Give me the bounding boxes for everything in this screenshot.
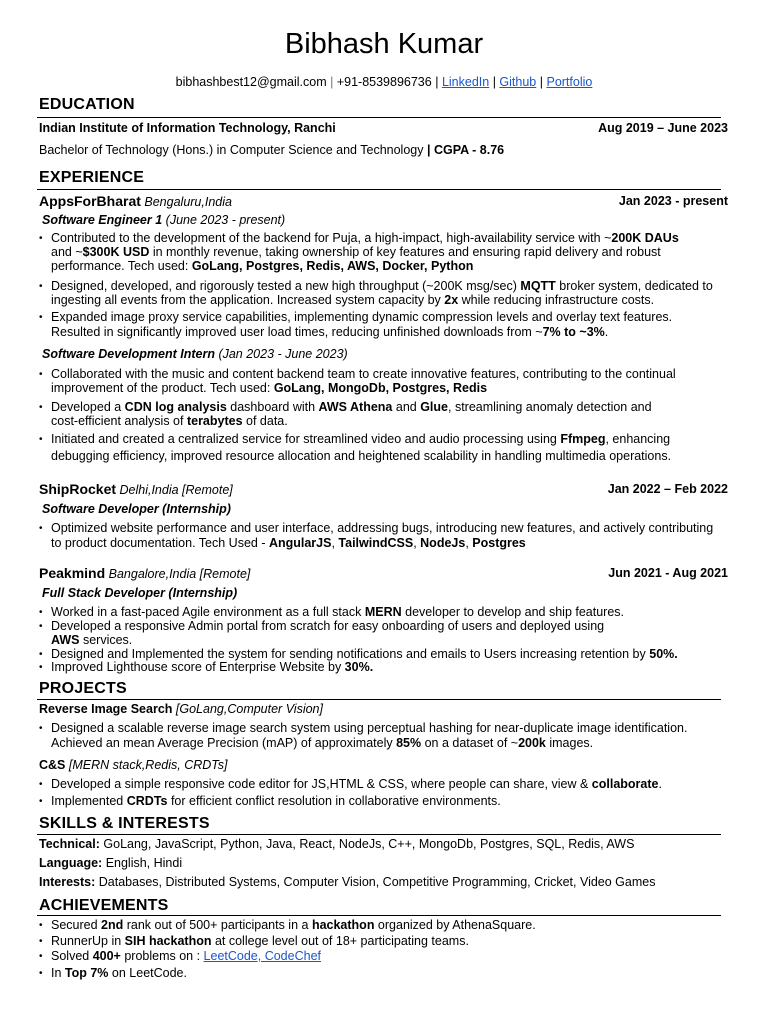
degree-line: Bachelor of Technology (Hons.) in Computer Science and Technology | CGPA - 8.76 xyxy=(39,143,505,157)
bullet-icon: • xyxy=(39,434,43,445)
resume-page: Bibhash Kumar bibhashbest12@gmail.com | +91-8539896736 | LinkedIn | Github | Portfolio EDUCATION Indian Institute of Information Technology, Ranchi Aug 2019 – June 2023 Bachelor of Technology (Hons.) in Computer Science and Technology | CGPA - 8.76 EXPERIENCE AppsForBharat Bengaluru,India Jan 2023 - present Software Engineer 1 (June 2023 - present) • Contributed to the development of the backend for Puja, a high-impact, high-availability service with ~200K DAUs and ~$300K USD in monthly revenue, taking ownership of key features and ensuring rapid delivery and robust performance. Tech used: GoLang, Postgres, Redis, AWS, Docker, Python • Designed, developed, and rigorously tested a new high throughput (~200K msg/sec) MQTT broker system, dedicated to ingesting all events from the application. Increased system capacity by 2x while reducing infrastructure costs. • Expanded image proxy service capabilities, implementing dynamic compression levels and overlay text features. Resulted in significantly improved user load times, reducing unfinished downloads from ~7% to ~3%. Software Development Intern (Jan 2023 - June 2023) • Collaborated with the music and content backend team to create innovative features, contributing to the continual improvement of the product. Tech used: GoLang, MongoDb, Postgres, Redis • Developed a CDN log analysis dashboard with AWS Athena and Glue, streamlining anomaly detection and cost-efficient analysis of terabytes of data. • Initiated and created a centralized service for streamlined video and audio processing using Ffmpeg, enhancing debugging efficiency, improved resource allocation and heightened scalability in handling multimedia operations. ShipRocket Delhi,India [Remote] Jan 2022 – Feb 2022 Software Developer (Internship) • Optimized website performance and user interface, addressing bugs, introducing new features, and actively contributing to product documentation. Tech Used - AngularJS, TailwindCSS, NodeJs, Postgres Peakmind Bangalore,India [Remote] Jun 2021 - Aug 2021 Full Stack Developer (Internship) • Worked in a fast-paced Agile environment as a full stack MERN developer to develop and ship features. • Developed a responsive Admin portal from scratch for easy onboarding of users and deployed using AWS services. • Designed and Implemented the system for sending notifications and emails to Users increasing retention by 50%. • Improved Lighthouse score of Enterprise Website by 30%. PROJECTS Reverse Image Search [GoLang,Computer Vision] • Designed a scalable reverse image search system using perceptual hashing for near-duplicate image identification. Achieved an mean Average Precision (mAP) of approximately 85% on a dataset of ~200k images. C&S [MERN stack,Redis, CRDTs] • Developed a simple responsive code editor for JS,HTML & CSS, where people can share, view & collaborate. • Implemented CRDTs for efficient conflict resolution in collaborative environments. SKILLS & INTERESTS Technical: GoLang, JavaScript, Python, Java, React, NodeJs, C++, MongoDb, Postgres, SQL, Redis, AWS Language: English, Hindi Interests: Databases, Distributed Systems, Computer Vision, Competitive Programming, Cricket, Video Games ACHIEVEMENTS • Secured 2nd rank out of 500+ participants in a hackathon organized by AthenaSquare. • RunnerUp in SIH hackathon at college level out of 18+ participating teams. • Solved 400+ problems on : LeetCode, CodeChef • In Top 7% on LeetCode. xyxy=(0,0,768,1024)
company-peakmind: Peakmind Bangalore,India [Remote] xyxy=(39,565,251,581)
experience-heading: EXPERIENCE xyxy=(39,169,145,186)
bullet-icon: • xyxy=(39,649,43,660)
company-appsforbharat: AppsForBharat Bengaluru,India xyxy=(39,193,232,209)
role-software-development-intern: Software Development Intern (Jan 2023 - June 2023) xyxy=(42,347,348,361)
bullet-icon: • xyxy=(39,621,43,632)
bullet-icon: • xyxy=(39,968,43,979)
bullet-icon: • xyxy=(39,723,43,734)
skills-heading: SKILLS & INTERESTS xyxy=(39,815,210,832)
company-shiprocket: ShipRocket Delhi,India [Remote] xyxy=(39,481,233,497)
bullet-icon: • xyxy=(39,281,43,292)
email-text: bibhashbest12@gmail.com xyxy=(175,75,327,89)
role-software-developer: Software Developer (Internship) xyxy=(42,502,231,516)
peakmind-dates: Jun 2021 - Aug 2021 xyxy=(608,566,728,580)
achievements-heading: ACHIEVEMENTS xyxy=(39,897,169,914)
section-divider xyxy=(37,117,721,118)
github-link[interactable]: Github xyxy=(499,75,537,89)
school-name: Indian Institute of Information Technology, Ranchi xyxy=(39,121,336,135)
skills-technical: Technical: GoLang, JavaScript, Python, Java, React, NodeJs, C++, MongoDb, Postgres, SQL, Redis, AWS xyxy=(39,837,635,851)
bullet-icon: • xyxy=(39,607,43,618)
skills-language: Language: English, Hindi xyxy=(39,856,183,870)
projects-heading: PROJECTS xyxy=(39,680,127,697)
bullet-icon: • xyxy=(39,936,43,947)
section-divider xyxy=(37,699,721,700)
section-divider xyxy=(37,915,721,916)
project-reverse-image-search: Reverse Image Search [GoLang,Computer Vision] xyxy=(39,702,323,716)
bullet-icon: • xyxy=(39,523,43,534)
education-dates: Aug 2019 – June 2023 xyxy=(598,121,728,135)
section-divider xyxy=(37,834,721,835)
role-software-engineer: Software Engineer 1 (June 2023 - present) xyxy=(42,213,286,227)
linkedin-link[interactable]: LinkedIn xyxy=(441,75,490,89)
project-cs: C&S [MERN stack,Redis, CRDTs] xyxy=(39,758,228,772)
bullet-icon: • xyxy=(39,312,43,323)
shiprocket-dates: Jan 2022 – Feb 2022 xyxy=(607,482,728,496)
bullet-icon: • xyxy=(39,796,43,807)
bullet-icon: • xyxy=(39,951,43,962)
bullet-icon: • xyxy=(39,233,43,244)
bullet-icon: • xyxy=(39,779,43,790)
role-full-stack-developer: Full Stack Developer (Internship) xyxy=(42,586,238,600)
candidate-name: Bibhash Kumar xyxy=(284,28,484,60)
phone-text: +91-8539896736 xyxy=(336,75,432,89)
leetcode-codechef-link[interactable]: LeetCode, CodeChef xyxy=(203,949,321,963)
bullet-icon: • xyxy=(39,920,43,931)
skills-interests: Interests: Databases, Distributed Systems, Computer Vision, Competitive Programming, Cricket, Video Games xyxy=(39,875,656,889)
education-heading: EDUCATION xyxy=(39,96,135,113)
bullet-icon: • xyxy=(39,402,43,413)
appsforbharat-dates: Jan 2023 - present xyxy=(618,194,728,208)
bullet-icon: • xyxy=(39,662,43,673)
bullet-icon: • xyxy=(39,369,43,380)
contact-line: bibhashbest12@gmail.com | +91-8539896736 | LinkedIn | Github | Portfolio xyxy=(175,75,593,89)
section-divider xyxy=(37,189,721,190)
portfolio-link[interactable]: Portfolio xyxy=(546,75,593,89)
